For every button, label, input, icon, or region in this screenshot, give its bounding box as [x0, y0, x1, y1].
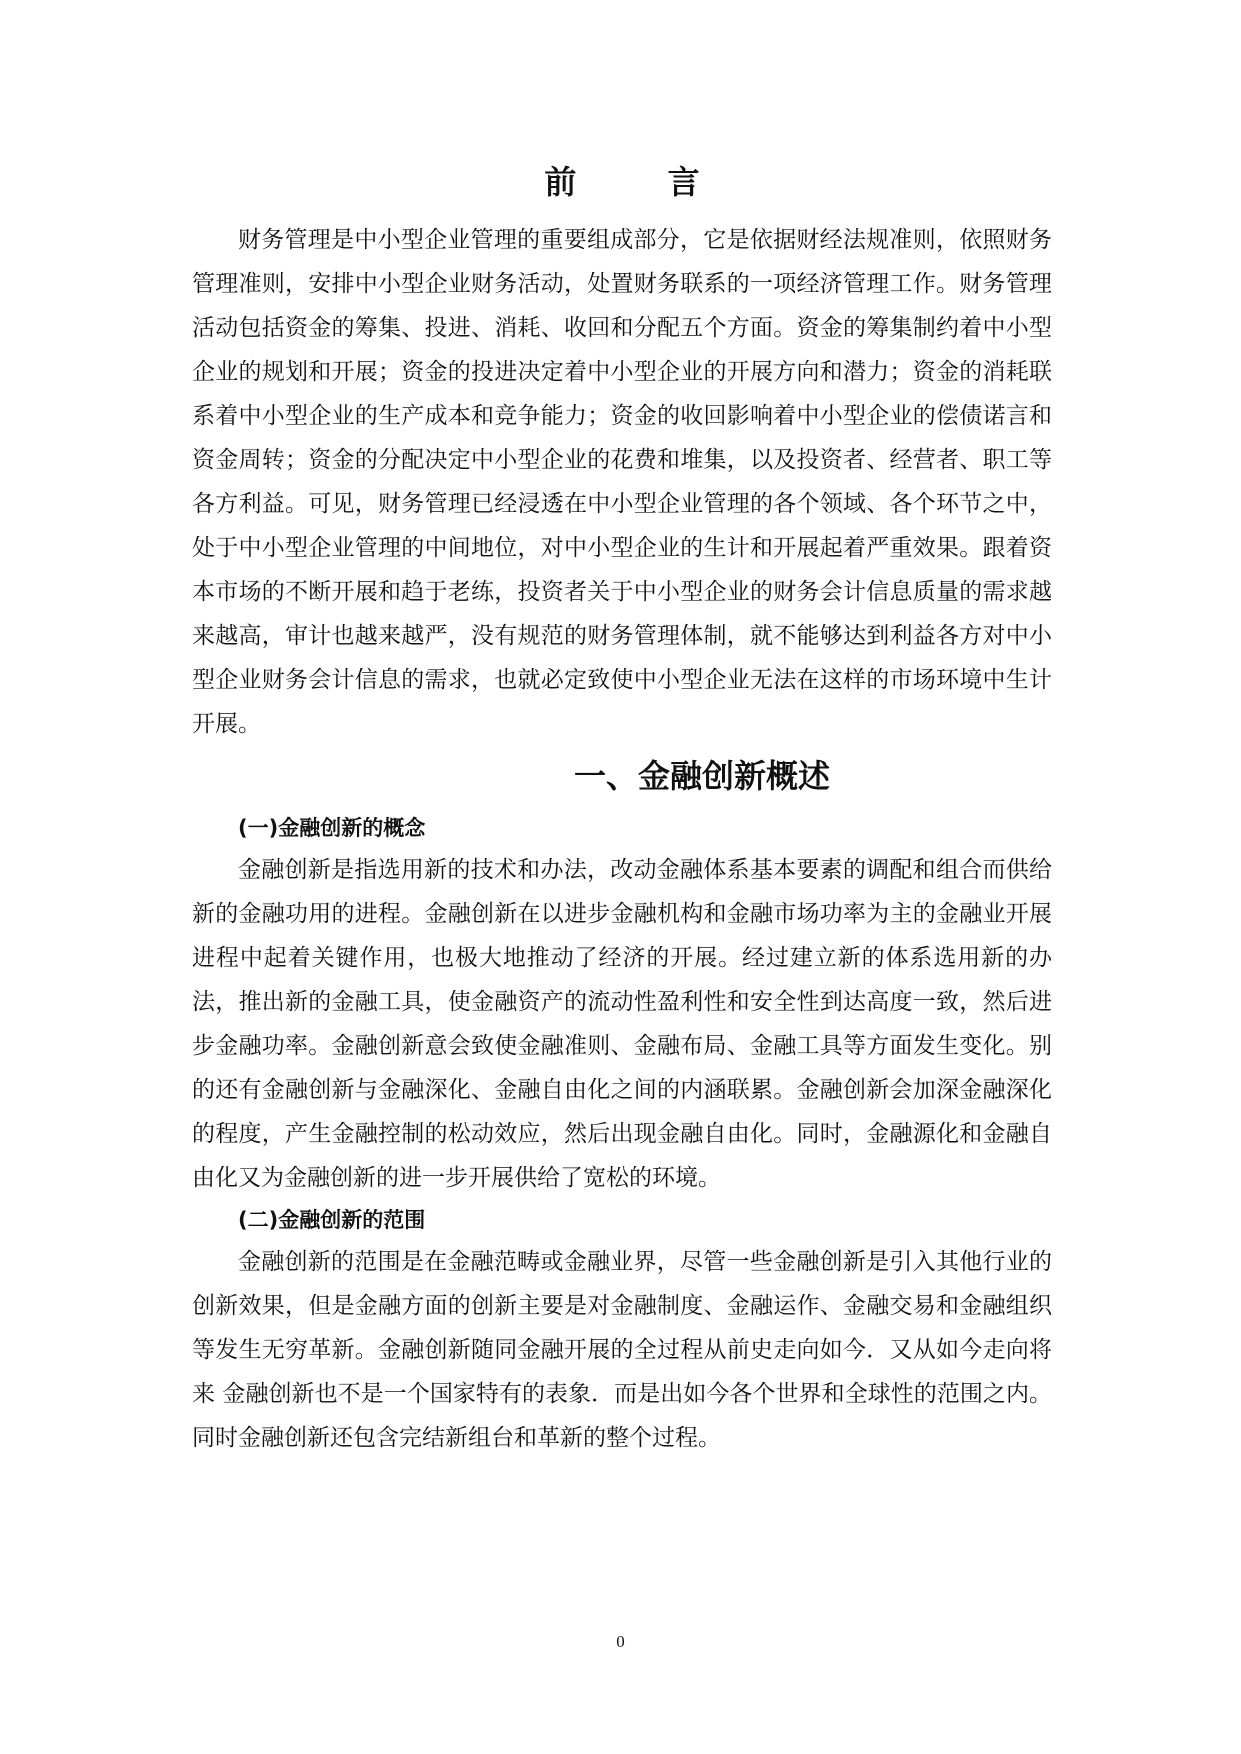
- preface-paragraph: 财务管理是中小型企业管理的重要组成部分，它是依据财经法规准则，依照财务管理准则，安排中小型企业财务活动，处置财务联系的一项经济管理工作。财务管理活动包括资金的筹集、投进、消耗、收回和分配五个方面。资金的筹集制约着中小型企业的规划和开展；资金的投进决定着中小型企业的开展方向和潜力；资金的消耗联系着中小型企业的生产成本和竞争能力；资金的收回影响着中小型企业的偿债诺言和资金周转；资金的分配决定中小型企业的花费和堆集，以及投资者、经营者、职工等各方利益。可见，财务管理已经浸透在中小型企业管理的各个领域、各个环节之中，处于中小型企业管理的中间地位，对中小型企业的生计和开展起着严重效果。跟着资本市场的不断开展和趋于老练，投资者关于中小型企业的财务会计信息质量的需求越来越高，审计也越来越严，没有规范的财务管理体制，就不能够达到利益各方对中小型企业财务会计信息的需求，也就必定致使中小型企业无法在这样的市场环境中生计开展。: [192, 227, 1052, 737]
- section-paragraph-concept: 金融创新是指选用新的技术和办法，改动金融体系基本要素的调配和组合而供给新的金融功用的进程。金融创新在以进步金融机构和金融市场功率为主的金融业开展进程中起着关键作用，也极大地推动了经济的开展。经过建立新的体系选用新的办法，推出新的金融工具，使金融资产的流动性盈利性和安全性到达高度一致，然后进步金融功率。金融创新意会致使金融准则、金融布局、金融工具等方面发生变化。别的还有金融创新与金融深化、金融自由化之间的内涵联累。金融创新会加深金融深化的程度，产生金融控制的松动效应，然后出现金融自由化。同时，金融源化和金融自由化又为金融创新的进一步开展供给了宽松的环境。: [192, 857, 1052, 1191]
- section-title-concept: (一)金融创新的概念: [238, 816, 426, 840]
- page-content: [192, 160, 1052, 1460]
- section-title-scope: (二)金融创新的范围: [238, 1208, 426, 1232]
- section-paragraph-scope: 金融创新的范围是在金融范畴或金融业界，尽管一些金融创新是引入其他行业的创新效果，但是金融方面的创新主要是对金融制度、金融运作、金融交易和金融组织等发生无穷革新。金融创新随同金融开展的全过程从前史走向如今．又从如今走向将来 金融创新也不是一个国家特有的表象．而是出如今各个世界和全球性的范围之内。同时金融创新还包含完结新组台和革新的整个过程。: [192, 1249, 1052, 1451]
- chapter-title: 一、金融创新概述: [573, 757, 830, 795]
- preface-title: 前 言: [544, 163, 740, 201]
- page-number: 0: [616, 1632, 625, 1651]
